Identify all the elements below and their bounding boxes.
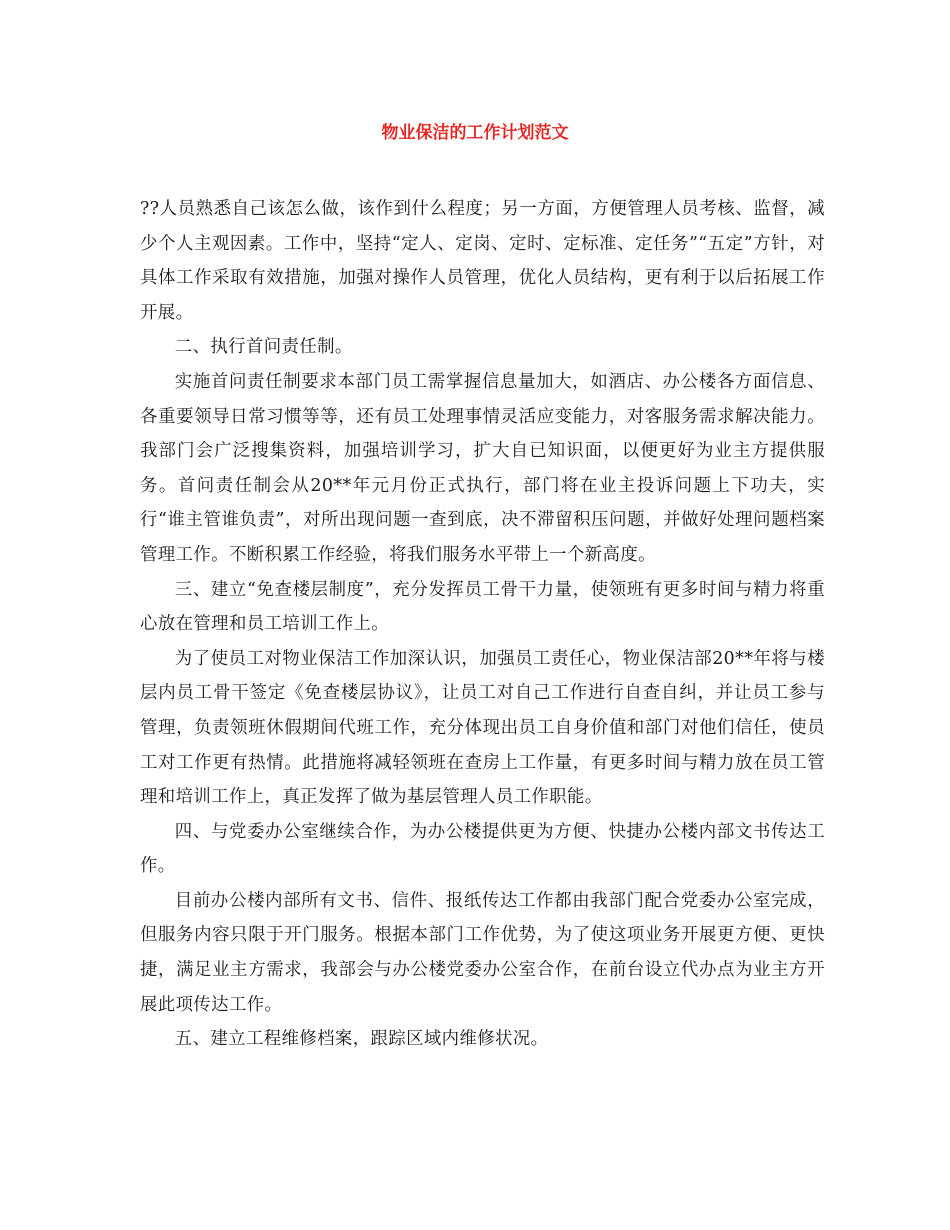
section-heading-2: 二、执行首问责任制。: [174, 337, 353, 358]
paragraph: 实施首问责任制要求本部门员工需掌握信息量加大，如酒店、办公楼各方面信息、各重要领导日常习惯等等，还有员工处理事情灵活应变能力，对客服务需求解决能力。我部门会广泛搜集资料，加强培训学习，扩大自已知识面，以便更好为业主方提供服务。首问责任制会从20**年元月份正式执行，部门将在业主投诉问题上下功夫，实行“谁主管谁负责”，对所出现问题一查到底，决不滞留积压问题，并做好处理问题档案管理工作。不断积累工作经验，将我们服务水平带上一个新高度。: [140, 371, 825, 565]
paragraph: 为了使员工对物业保洁工作加深认识，加强员工责任心，物业保洁部20**年将与楼层内员工骨干签定《免查楼层协议》，让员工对自己工作进行自查自纠，并让员工参与管理，负责领班休假期间代班工作，充分体现出员工自身价值和部门对他们信任，使员工对工作更有热情。此措施将减轻领班在查房上工作量，有更多时间与精力放在员工管理和培训工作上，真正发挥了做为基层管理人员工作职能。: [140, 648, 825, 808]
paragraph-continuation: ??人员熟悉自己该怎么做，该作到什么程度；另一方面，方便管理人员考核、监督，减少个人主观因素。工作中，坚持“定人、定岗、定时、定标准、定任务”“五定”方针，对具体工作采取有效措施，加强对操作人员管理，优化人员结构，更有利于以后拓展工作开展。: [140, 199, 825, 323]
document-title: 物业保洁的工作计划范文: [381, 123, 569, 143]
paragraph: 目前办公楼内部所有文书、信件、报纸传达工作都由我部门配合党委办公室完成，但服务内容只限于开门服务。根据本部门工作优势，为了使这项业务开展更方便、更快捷，满足业主方需求，我部会与办公楼党委办公室合作，在前台设立代办点为业主方开展此项传达工作。: [140, 890, 825, 1015]
section-heading-5: 五、建立工程维修档案，跟踪区域内维修状况。: [174, 1029, 549, 1050]
document-body: [140, 192, 825, 1057]
section-heading-4: 四、与党委办公室继续合作，为办公楼提供更为方便、快捷办公楼内部文书传达工作。: [140, 821, 825, 877]
section-heading-3: 三、建立“免查楼层制度”，充分发挥员工骨干力量，使领班有更多时间与精力将重心放在管理和员工培训工作上。: [140, 579, 825, 635]
